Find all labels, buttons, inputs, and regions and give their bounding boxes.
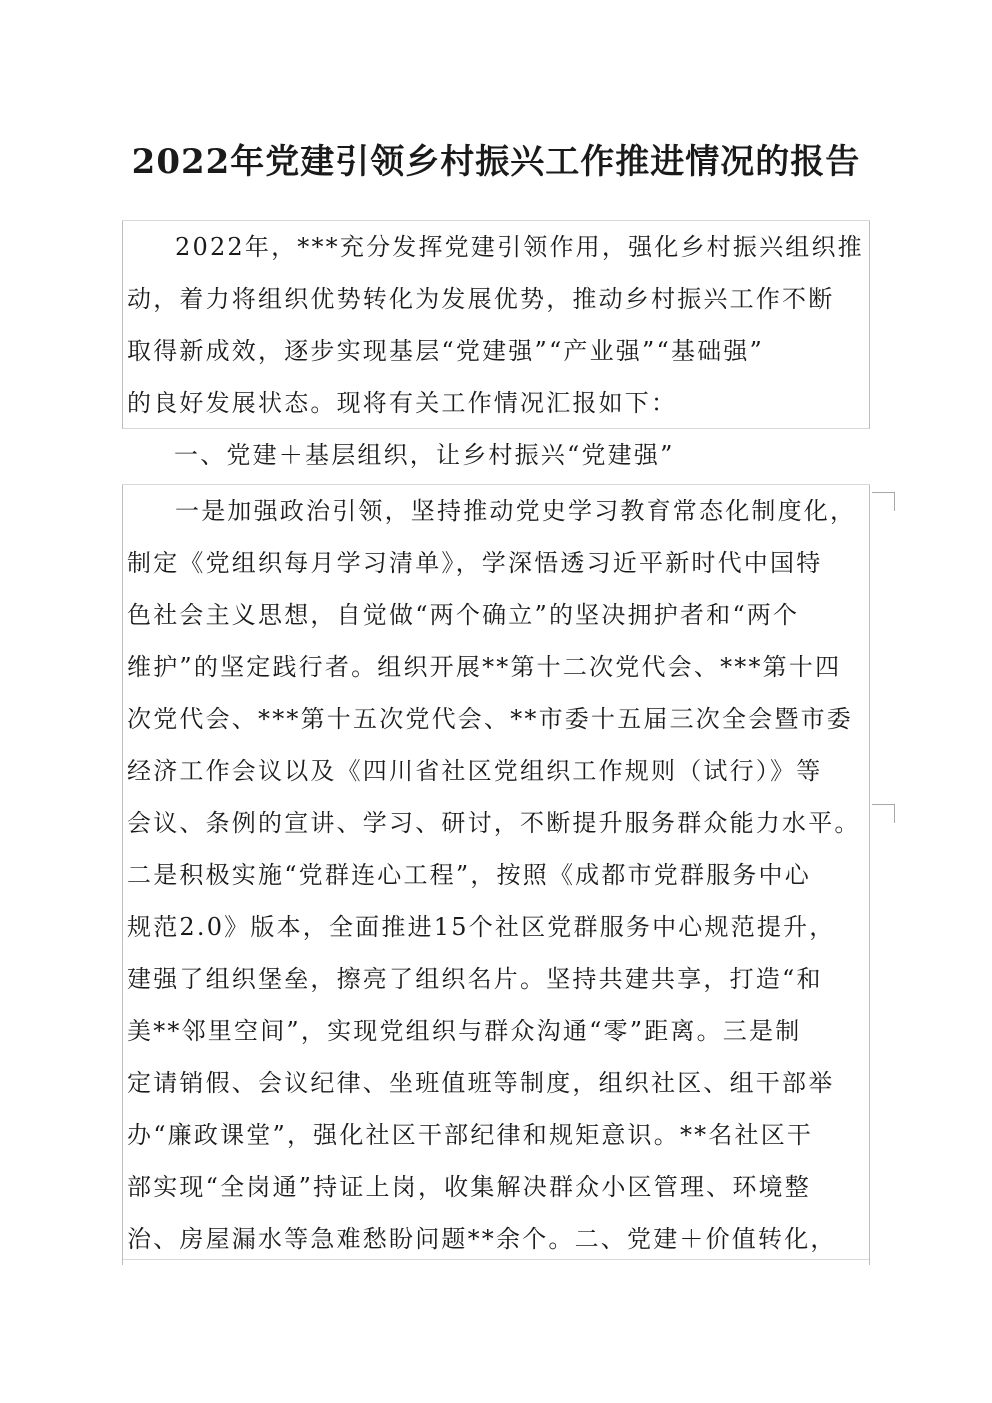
body-line: 美**邻里空间”，实现党组织与群众沟通“零”距离。三是制 bbox=[122, 1005, 870, 1057]
body-line: 治、房屋漏水等急难愁盼问题**余个。二、党建＋价值转化， bbox=[122, 1213, 870, 1265]
intro-paragraph bbox=[122, 220, 870, 429]
intro-line: 的良好发展状态。现将有关工作情况汇报如下： bbox=[122, 377, 870, 429]
margin-corner-mark bbox=[872, 492, 895, 511]
body-line: 一是加强政治引领，坚持推动党史学习教育常态化制度化， bbox=[122, 485, 870, 537]
intro-line: 动，着力将组织优势转化为发展优势，推动乡村振兴工作不断 bbox=[122, 273, 870, 325]
body-paragraph bbox=[122, 484, 870, 1260]
body-line: 制定《党组织每月学习清单》，学深悟透习近平新时代中国特 bbox=[122, 537, 870, 589]
document-title: 2022年党建引领乡村振兴工作推进情况的报告 bbox=[131, 142, 861, 182]
body-line: 建强了组织堡垒，擦亮了组织名片。坚持共建共享，打造“和 bbox=[122, 953, 870, 1005]
body-line: 次党代会、***第十五次党代会、**市委十五届三次全会暨市委 bbox=[122, 693, 870, 745]
body-line: 会议、条例的宣讲、学习、研讨，不断提升服务群众能力水平。 bbox=[122, 797, 870, 849]
margin-corner-mark bbox=[872, 804, 895, 823]
body-line: 定请销假、会议纪律、坐班值班等制度，组织社区、组干部举 bbox=[122, 1057, 870, 1109]
body-line: 色社会主义思想，自觉做“两个确立”的坚决拥护者和“两个 bbox=[122, 589, 870, 641]
intro-line: 2022年，***充分发挥党建引领作用，强化乡村振兴组织推 bbox=[122, 221, 870, 273]
section-heading: 一、党建＋基层组织，让乡村振兴“党建强” bbox=[174, 441, 675, 469]
body-line: 二是积极实施“党群连心工程”，按照《成都市党群服务中心 bbox=[122, 849, 870, 901]
intro-line: 取得新成效，逐步实现基层“党建强”“产业强”“基础强” bbox=[122, 325, 870, 377]
body-line: 维护”的坚定践行者。组织开展**第十二次党代会、***第十四 bbox=[122, 641, 870, 693]
body-line: 部实现“全岗通”持证上岗，收集解决群众小区管理、环境整 bbox=[122, 1161, 870, 1213]
body-line: 办“廉政课堂”，强化社区干部纪律和规矩意识。**名社区干 bbox=[122, 1109, 870, 1161]
body-line: 经济工作会议以及《四川省社区党组织工作规则（试行）》等 bbox=[122, 745, 870, 797]
body-line: 规范2.0》版本，全面推进15个社区党群服务中心规范提升， bbox=[122, 901, 870, 953]
